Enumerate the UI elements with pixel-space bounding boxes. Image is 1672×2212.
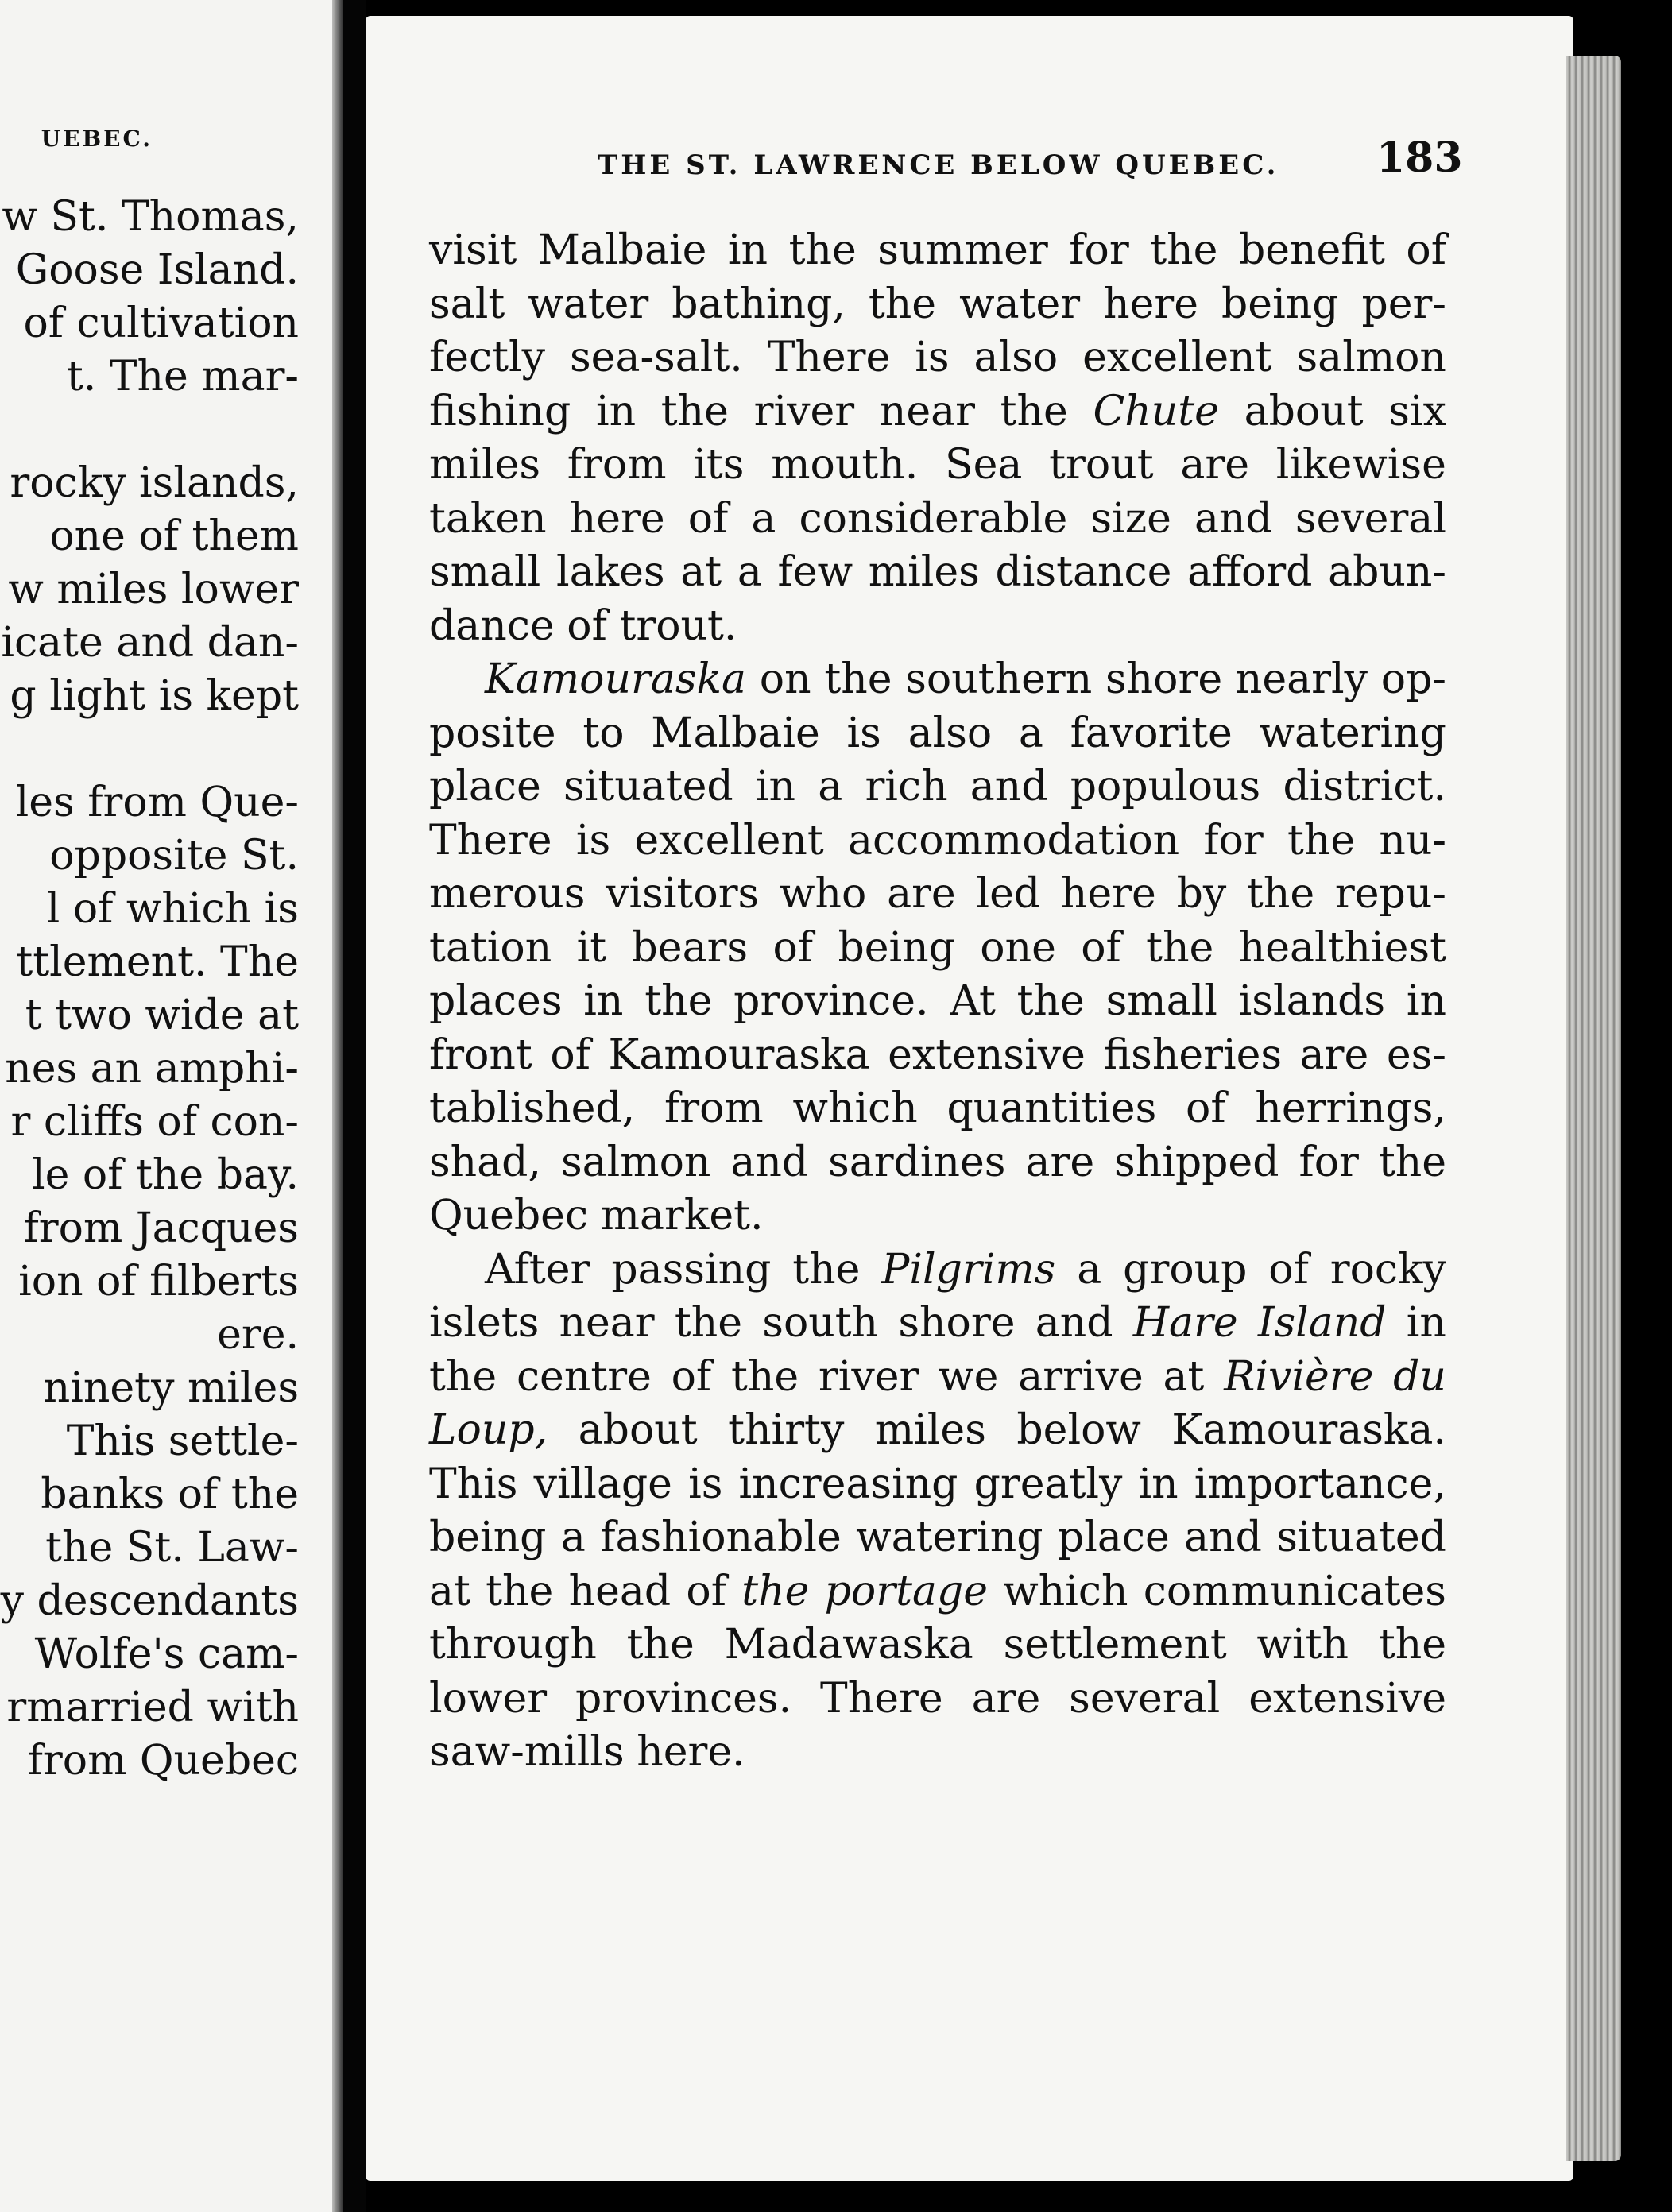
word: of: [1081, 923, 1121, 972]
word: are: [1180, 441, 1249, 489]
word: about: [1244, 387, 1364, 435]
left-page-line: ninety miles: [43, 1364, 299, 1412]
word: is: [688, 1460, 723, 1508]
word: a: [1077, 1245, 1102, 1294]
word: who: [780, 870, 867, 918]
word: du: [1393, 1352, 1446, 1401]
left-page-line: ttlement. The: [16, 938, 299, 986]
word: of: [686, 1567, 726, 1615]
left-page-line: r cliffs of con-: [10, 1098, 299, 1146]
word: herrings,: [1255, 1085, 1446, 1132]
word: a: [818, 763, 843, 810]
word: being: [429, 1514, 547, 1561]
word: by: [1176, 870, 1227, 918]
word: at: [429, 1567, 470, 1615]
word: islets: [429, 1299, 540, 1347]
word: trout: [1049, 441, 1154, 489]
word: importance,: [1194, 1460, 1446, 1508]
word: greatly: [973, 1460, 1123, 1508]
word: the: [1378, 1138, 1446, 1186]
word: also: [908, 709, 993, 757]
word: of: [687, 494, 729, 543]
word: merous: [429, 870, 586, 918]
word: the: [1287, 816, 1356, 864]
left-page-line: the St. Law-: [45, 1524, 299, 1572]
book-gutter: [343, 0, 366, 2212]
word: below: [1016, 1406, 1141, 1454]
word: This: [429, 1460, 518, 1508]
word: at: [1163, 1352, 1205, 1401]
text-line: [429, 760, 1446, 814]
word: and: [730, 1138, 809, 1186]
word: water: [528, 280, 649, 328]
word: At: [950, 977, 996, 1025]
left-page-line: from Quebec: [27, 1737, 299, 1785]
text-line: [429, 1673, 1446, 1727]
left-page-line: ere.: [217, 1311, 299, 1359]
text-line: [429, 439, 1446, 493]
word: on: [759, 655, 811, 703]
word: Loup,: [429, 1406, 548, 1454]
left-page-line: opposite St.: [49, 832, 299, 880]
text-line: [429, 1297, 1446, 1351]
word: which: [1003, 1567, 1128, 1615]
word: the: [1150, 226, 1218, 274]
word: fashionable: [600, 1514, 842, 1561]
word: is: [915, 334, 950, 381]
word: small: [429, 548, 541, 596]
word: the: [1378, 1621, 1446, 1669]
word: of: [567, 601, 607, 650]
left-page-text: [1, 191, 299, 1788]
word: considerable: [799, 494, 1068, 543]
word: the: [486, 1567, 554, 1615]
word: shore: [898, 1299, 1016, 1347]
text-line: [429, 224, 1446, 278]
word: populous: [1070, 763, 1261, 810]
word: village: [533, 1460, 672, 1508]
word: watering: [856, 1514, 1043, 1561]
word: Chute: [1093, 387, 1219, 435]
left-page-line: icate and dan-: [1, 619, 299, 667]
word: rocky: [1329, 1245, 1446, 1294]
word: in: [1406, 1299, 1446, 1347]
word: at: [680, 548, 722, 596]
word: tation: [429, 923, 552, 972]
word: are: [1025, 1138, 1095, 1186]
word: increasing: [738, 1460, 958, 1508]
word: being: [838, 923, 955, 972]
word: places: [429, 977, 563, 1025]
word: Quebec: [429, 1192, 589, 1239]
word: water: [959, 280, 1081, 328]
word: There: [429, 816, 552, 864]
word: several: [1069, 1674, 1221, 1723]
word: south: [762, 1299, 879, 1347]
word: from: [664, 1085, 764, 1132]
word: Sea: [945, 441, 1023, 489]
word: arrive: [1018, 1352, 1144, 1401]
word: six: [1388, 387, 1446, 435]
word: salmon: [560, 1138, 711, 1186]
word: Pilgrims: [881, 1245, 1056, 1294]
word: excellent: [634, 816, 824, 864]
word: in: [1138, 1460, 1179, 1508]
word: favorite: [1070, 709, 1233, 757]
word: is: [575, 816, 611, 864]
word: saw-mills: [429, 1728, 625, 1776]
text-line: [429, 600, 1446, 654]
left-page-line: [1, 723, 299, 776]
word: the: [1246, 870, 1315, 918]
left-page-line: les from Que-: [15, 779, 299, 826]
word: the: [626, 1621, 695, 1669]
word: place: [429, 763, 541, 810]
left-page-line: l of which is: [46, 885, 299, 933]
word: passing: [611, 1245, 772, 1294]
left-page-line: y descendants: [0, 1577, 299, 1625]
word: Madawaska: [724, 1621, 973, 1669]
word: a: [560, 1514, 586, 1561]
left-page-running-head: UEBEC.: [41, 126, 153, 152]
word: islands: [1238, 977, 1386, 1025]
text-line: [429, 922, 1446, 976]
word: lower: [429, 1674, 548, 1723]
word: the: [824, 655, 892, 703]
word: lakes: [555, 548, 665, 596]
word: through: [429, 1621, 597, 1669]
word: being: [1221, 280, 1339, 328]
word: healthiest: [1238, 923, 1446, 972]
word: which: [792, 1085, 918, 1132]
word: thirty: [728, 1406, 845, 1454]
word: benefit: [1238, 226, 1385, 274]
word: tablished,: [429, 1085, 636, 1132]
word: posite: [429, 709, 556, 757]
word: distance: [995, 548, 1172, 596]
word: shore: [1105, 655, 1223, 703]
text-line: [429, 1082, 1446, 1136]
text-line: [429, 278, 1446, 332]
word: communicates: [1143, 1567, 1446, 1615]
word: here: [569, 494, 665, 543]
left-page-line: w St. Thomas,: [2, 193, 299, 241]
word: here.: [637, 1728, 745, 1776]
word: abun-: [1328, 548, 1446, 596]
word: fectly: [429, 334, 546, 381]
word: and: [970, 763, 1048, 810]
left-page-line: g light is kept: [10, 672, 299, 720]
running-head-title: THE ST. LAWRENCE BELOW QUEBEC.: [598, 149, 1279, 181]
word: with: [1256, 1621, 1349, 1669]
text-line: [429, 331, 1446, 385]
word: are: [1299, 1031, 1369, 1079]
page-edges: [1566, 56, 1621, 2161]
text-line: [429, 975, 1446, 1029]
word: are: [971, 1674, 1041, 1723]
word: of: [671, 1352, 712, 1401]
word: settlement: [1003, 1621, 1227, 1669]
word: Rivière: [1224, 1352, 1374, 1401]
word: Kamouraska.: [1171, 1406, 1446, 1454]
word: salt: [429, 280, 505, 328]
word: place: [1057, 1514, 1170, 1561]
word: rich: [865, 763, 948, 810]
word: of: [1186, 1085, 1226, 1132]
word: the: [674, 1299, 743, 1347]
word: sea-salt.: [570, 334, 743, 381]
text-line: [429, 1565, 1446, 1619]
word: in: [755, 763, 796, 810]
running-head: [591, 133, 1672, 181]
word: a: [1018, 709, 1043, 757]
left-page-line: t. The mar-: [66, 353, 299, 400]
word: nearly: [1235, 655, 1368, 703]
word: the: [741, 1567, 810, 1615]
word: There: [767, 334, 891, 381]
word: here: [1060, 870, 1156, 918]
word: extensive: [1248, 1674, 1446, 1723]
word: shad,: [429, 1138, 541, 1186]
word: a: [751, 494, 776, 543]
word: in: [595, 387, 637, 435]
word: quantities: [946, 1085, 1157, 1132]
word: accommodation: [848, 816, 1180, 864]
word: head: [568, 1567, 672, 1615]
left-page-line: le of the bay.: [32, 1151, 299, 1199]
word: size: [1090, 494, 1171, 543]
word: summer: [877, 226, 1048, 274]
word: the: [788, 226, 857, 274]
word: it: [576, 923, 607, 972]
text-line: [429, 1243, 1446, 1297]
word: es-: [1386, 1031, 1446, 1079]
word: small: [1105, 977, 1217, 1025]
word: shipped: [1114, 1138, 1279, 1186]
word: near: [559, 1299, 655, 1347]
word: op-: [1380, 655, 1446, 703]
word: repu-: [1334, 870, 1446, 918]
page-number: 183: [1376, 133, 1463, 182]
word: southern: [905, 655, 1093, 703]
text-line: [429, 546, 1446, 600]
left-page-line: ion of filberts: [18, 1258, 299, 1305]
left-page-line: w miles lower: [8, 566, 299, 613]
word: here: [1103, 280, 1199, 328]
word: in: [727, 226, 768, 274]
left-page-gutter-shadow: [332, 0, 343, 2212]
word: centre: [516, 1352, 652, 1401]
word: Island: [1257, 1299, 1387, 1347]
left-page-line: Wolfe's cam-: [34, 1630, 299, 1678]
word: is: [846, 709, 881, 757]
body-text: [429, 224, 1446, 1780]
word: situated: [1276, 1514, 1446, 1561]
word: likewise: [1275, 441, 1446, 489]
word: fishing: [429, 387, 571, 435]
word: After: [485, 1245, 590, 1294]
word: salmon: [1296, 334, 1446, 381]
word: dance: [429, 601, 555, 650]
word: visitors: [606, 870, 760, 918]
word: we: [939, 1352, 999, 1401]
left-page-line: Goose Island.: [15, 246, 299, 294]
word: district.: [1283, 763, 1446, 810]
text-line: [429, 814, 1446, 868]
word: situated: [563, 763, 733, 810]
word: its: [693, 441, 745, 489]
word: in: [1406, 977, 1446, 1025]
word: provinces.: [575, 1674, 792, 1723]
word: few: [777, 548, 853, 596]
left-page-line: of cultivation: [23, 300, 299, 347]
word: river: [818, 1352, 919, 1401]
word: several: [1295, 494, 1446, 543]
word: of: [550, 1031, 590, 1079]
word: visit: [429, 226, 517, 274]
left-page-line: This settle-: [66, 1417, 299, 1465]
word: and: [1194, 494, 1272, 543]
word: the: [660, 387, 729, 435]
left-page-line: nes an amphi-: [5, 1045, 299, 1092]
word: market.: [600, 1192, 764, 1239]
word: bears: [631, 923, 749, 972]
text-line: [429, 1189, 1446, 1243]
text-line: [429, 385, 1446, 439]
word: extensive: [888, 1031, 1086, 1079]
word: Hare: [1132, 1299, 1238, 1347]
word: for: [1069, 226, 1129, 274]
word: province.: [733, 977, 929, 1025]
word: There: [820, 1674, 943, 1723]
word: also: [973, 334, 1059, 381]
word: the: [730, 1352, 799, 1401]
word: Kamouraska: [485, 655, 747, 703]
word: afford: [1187, 548, 1313, 596]
word: taken: [429, 494, 547, 543]
text-line: [429, 493, 1446, 547]
word: one: [980, 923, 1056, 972]
word: portage: [824, 1567, 989, 1615]
word: led: [976, 870, 1041, 918]
word: Malbaie: [537, 226, 707, 274]
text-line: [429, 653, 1446, 707]
word: a: [737, 548, 762, 596]
word: watering: [1259, 709, 1446, 757]
word: per-: [1361, 280, 1446, 328]
word: miles: [874, 1406, 986, 1454]
word: and: [1035, 1299, 1113, 1347]
word: the: [1146, 923, 1214, 972]
word: group: [1123, 1245, 1248, 1294]
word: in: [583, 977, 624, 1025]
word: for: [1299, 1138, 1359, 1186]
word: trout.: [619, 601, 737, 650]
word: from: [567, 441, 667, 489]
left-page-line: t two wide at: [25, 992, 299, 1039]
text-line: [429, 1404, 1446, 1458]
word: Kamouraska: [608, 1031, 870, 1079]
word: excellent: [1082, 334, 1272, 381]
word: the: [868, 280, 937, 328]
left-page-line: banks of the: [41, 1471, 299, 1518]
word: nu-: [1379, 816, 1446, 864]
word: fisheries: [1103, 1031, 1283, 1079]
text-line: [429, 1029, 1446, 1083]
text-line: [429, 1511, 1446, 1565]
word: of: [1268, 1245, 1309, 1294]
word: bathing,: [672, 280, 846, 328]
text-line: [429, 1458, 1446, 1512]
word: front: [429, 1031, 532, 1079]
left-page-line: [1, 404, 299, 457]
word: miles: [429, 441, 541, 489]
word: of: [1406, 226, 1446, 274]
left-page-line: one of them: [49, 512, 299, 560]
word: for: [1203, 816, 1264, 864]
word: the: [429, 1352, 497, 1401]
word: are: [887, 870, 956, 918]
left-page-line: rmarried with: [6, 1684, 299, 1731]
text-line: [429, 868, 1446, 922]
text-line: [429, 1351, 1446, 1405]
text-line: [429, 1136, 1446, 1190]
word: the: [644, 977, 713, 1025]
word: the: [1016, 977, 1085, 1025]
left-page: [0, 0, 343, 2212]
word: of: [772, 923, 814, 972]
word: miles: [868, 548, 980, 596]
word: and: [1184, 1514, 1262, 1561]
text-line: [429, 1726, 1446, 1780]
word: river: [753, 387, 855, 435]
word: near: [879, 387, 975, 435]
left-page-line: from Jacques: [23, 1205, 299, 1252]
word: the: [792, 1245, 861, 1294]
word: sardines: [828, 1138, 1006, 1186]
text-line: [429, 707, 1446, 761]
left-page-line: rocky islands,: [10, 459, 299, 507]
word: mouth.: [771, 441, 919, 489]
word: to: [582, 709, 625, 757]
word: the: [1000, 387, 1068, 435]
text-line: [429, 1618, 1446, 1673]
word: about: [578, 1406, 698, 1454]
word: Malbaie: [651, 709, 820, 757]
